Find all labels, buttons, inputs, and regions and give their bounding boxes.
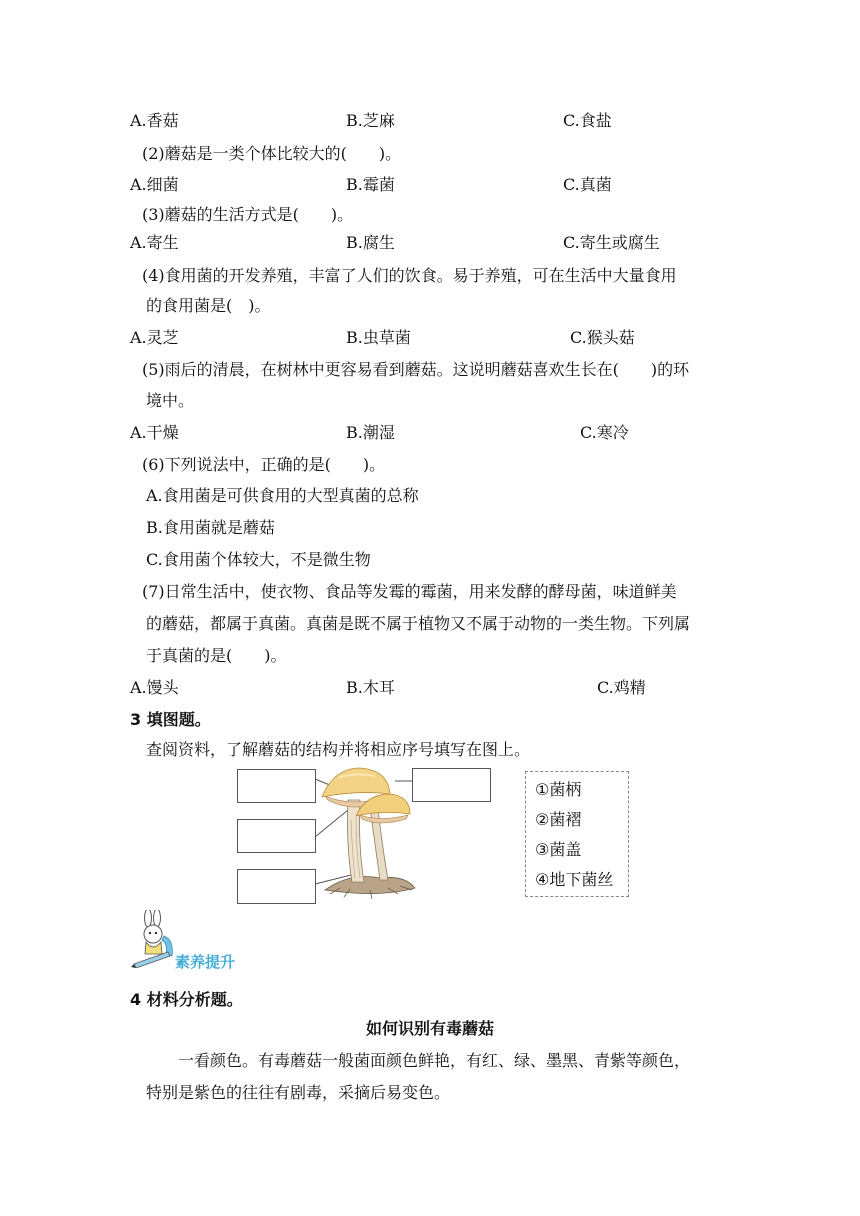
section3-instruction: 查阅资料，了解蘑菇的结构并将相应序号填写在图上。 bbox=[146, 740, 531, 759]
q1-option-b: B.芝麻 bbox=[346, 111, 395, 130]
q4-option-b: B.虫草菌 bbox=[346, 328, 411, 347]
q3-option-a: A.寄生 bbox=[130, 233, 179, 252]
q3-stem: (3)蘑菇的生活方式是( )。 bbox=[142, 205, 354, 224]
q1-option-a: A.香菇 bbox=[130, 111, 179, 130]
q2-option-c: C.真菌 bbox=[563, 175, 612, 194]
q5-stem-line1: (5)雨后的清晨，在树林中更容易看到蘑菇。这说明蘑菇喜欢生长在( )的环 bbox=[142, 360, 690, 379]
q4-option-a: A.灵芝 bbox=[130, 328, 179, 347]
q2-stem: (2)蘑菇是一类个体比较大的( )。 bbox=[142, 144, 402, 163]
q7-option-b: B.木耳 bbox=[346, 678, 395, 697]
q5-option-b: B.潮湿 bbox=[346, 423, 395, 442]
q4-option-c: C.猴头菇 bbox=[570, 328, 635, 347]
q3-option-c: C.寄生或腐生 bbox=[563, 233, 660, 252]
legend-item: ④地下菌丝 bbox=[535, 870, 614, 889]
rabbit-pencil-icon bbox=[130, 910, 178, 968]
q5-option-a: A.干燥 bbox=[130, 423, 179, 442]
material-title: 如何识别有毒蘑菇 bbox=[365, 1019, 494, 1038]
legend-item: ③菌盖 bbox=[535, 840, 582, 859]
q6-option-b: B.食用菌就是蘑菇 bbox=[146, 518, 275, 537]
q4-stem-line1: (4)食用菌的开发养殖，丰富了人们的饮食。易于养殖，可在生活中大量食用 bbox=[142, 266, 677, 285]
q3-option-b: B.腐生 bbox=[346, 233, 395, 252]
q5-stem-line2: 境中。 bbox=[146, 391, 195, 410]
q1-option-c: C.食盐 bbox=[563, 111, 612, 130]
legend-item: ②菌褶 bbox=[535, 810, 582, 829]
q7-stem-line3: 于真菌的是( )。 bbox=[146, 646, 287, 665]
section3-heading: 3 填图题。 bbox=[130, 710, 211, 729]
material-paragraph-line1: 一看颜色。有毒蘑菇一般菌面颜色鲜艳，有红、绿、墨黑、青紫等颜色， bbox=[178, 1051, 691, 1070]
q6-stem: (6)下列说法中，正确的是( )。 bbox=[142, 455, 386, 474]
q2-option-b: B.霉菌 bbox=[346, 175, 395, 194]
q6-option-a: A.食用菌是可供食用的大型真菌的总称 bbox=[146, 486, 419, 505]
q2-option-a: A.细菌 bbox=[130, 175, 179, 194]
q4-stem-line2: 的食用菌是( )。 bbox=[146, 296, 271, 315]
q7-option-a: A.馒头 bbox=[130, 678, 179, 697]
answer-box-top-left[interactable] bbox=[237, 769, 316, 803]
section4-heading: 4 材料分析题。 bbox=[130, 990, 243, 1009]
material-paragraph-line2: 特别是紫色的往往有剧毒，采摘后易变色。 bbox=[146, 1083, 451, 1102]
answer-box-bottom-left[interactable] bbox=[237, 869, 316, 904]
answer-box-middle-left[interactable] bbox=[237, 819, 316, 853]
q6-option-c: C.食用菌个体较大，不是微生物 bbox=[146, 550, 371, 569]
q7-stem-line1: (7)日常生活中，使衣物、食品等发霉的霉菌，用来发酵的酵母菌，味道鲜美 bbox=[142, 582, 677, 601]
q5-option-c: C.寒冷 bbox=[580, 423, 629, 442]
structure-legend bbox=[525, 771, 629, 897]
q7-option-c: C.鸡精 bbox=[597, 678, 646, 697]
answer-box-top-right[interactable] bbox=[412, 768, 491, 802]
q7-stem-line2: 的蘑菇，都属于真菌。真菌是既不属于植物又不属于动物的一类生物。下列属 bbox=[146, 614, 691, 633]
legend-item: ①菌柄 bbox=[535, 780, 582, 799]
section-badge-label: 素养提升 bbox=[175, 953, 236, 971]
